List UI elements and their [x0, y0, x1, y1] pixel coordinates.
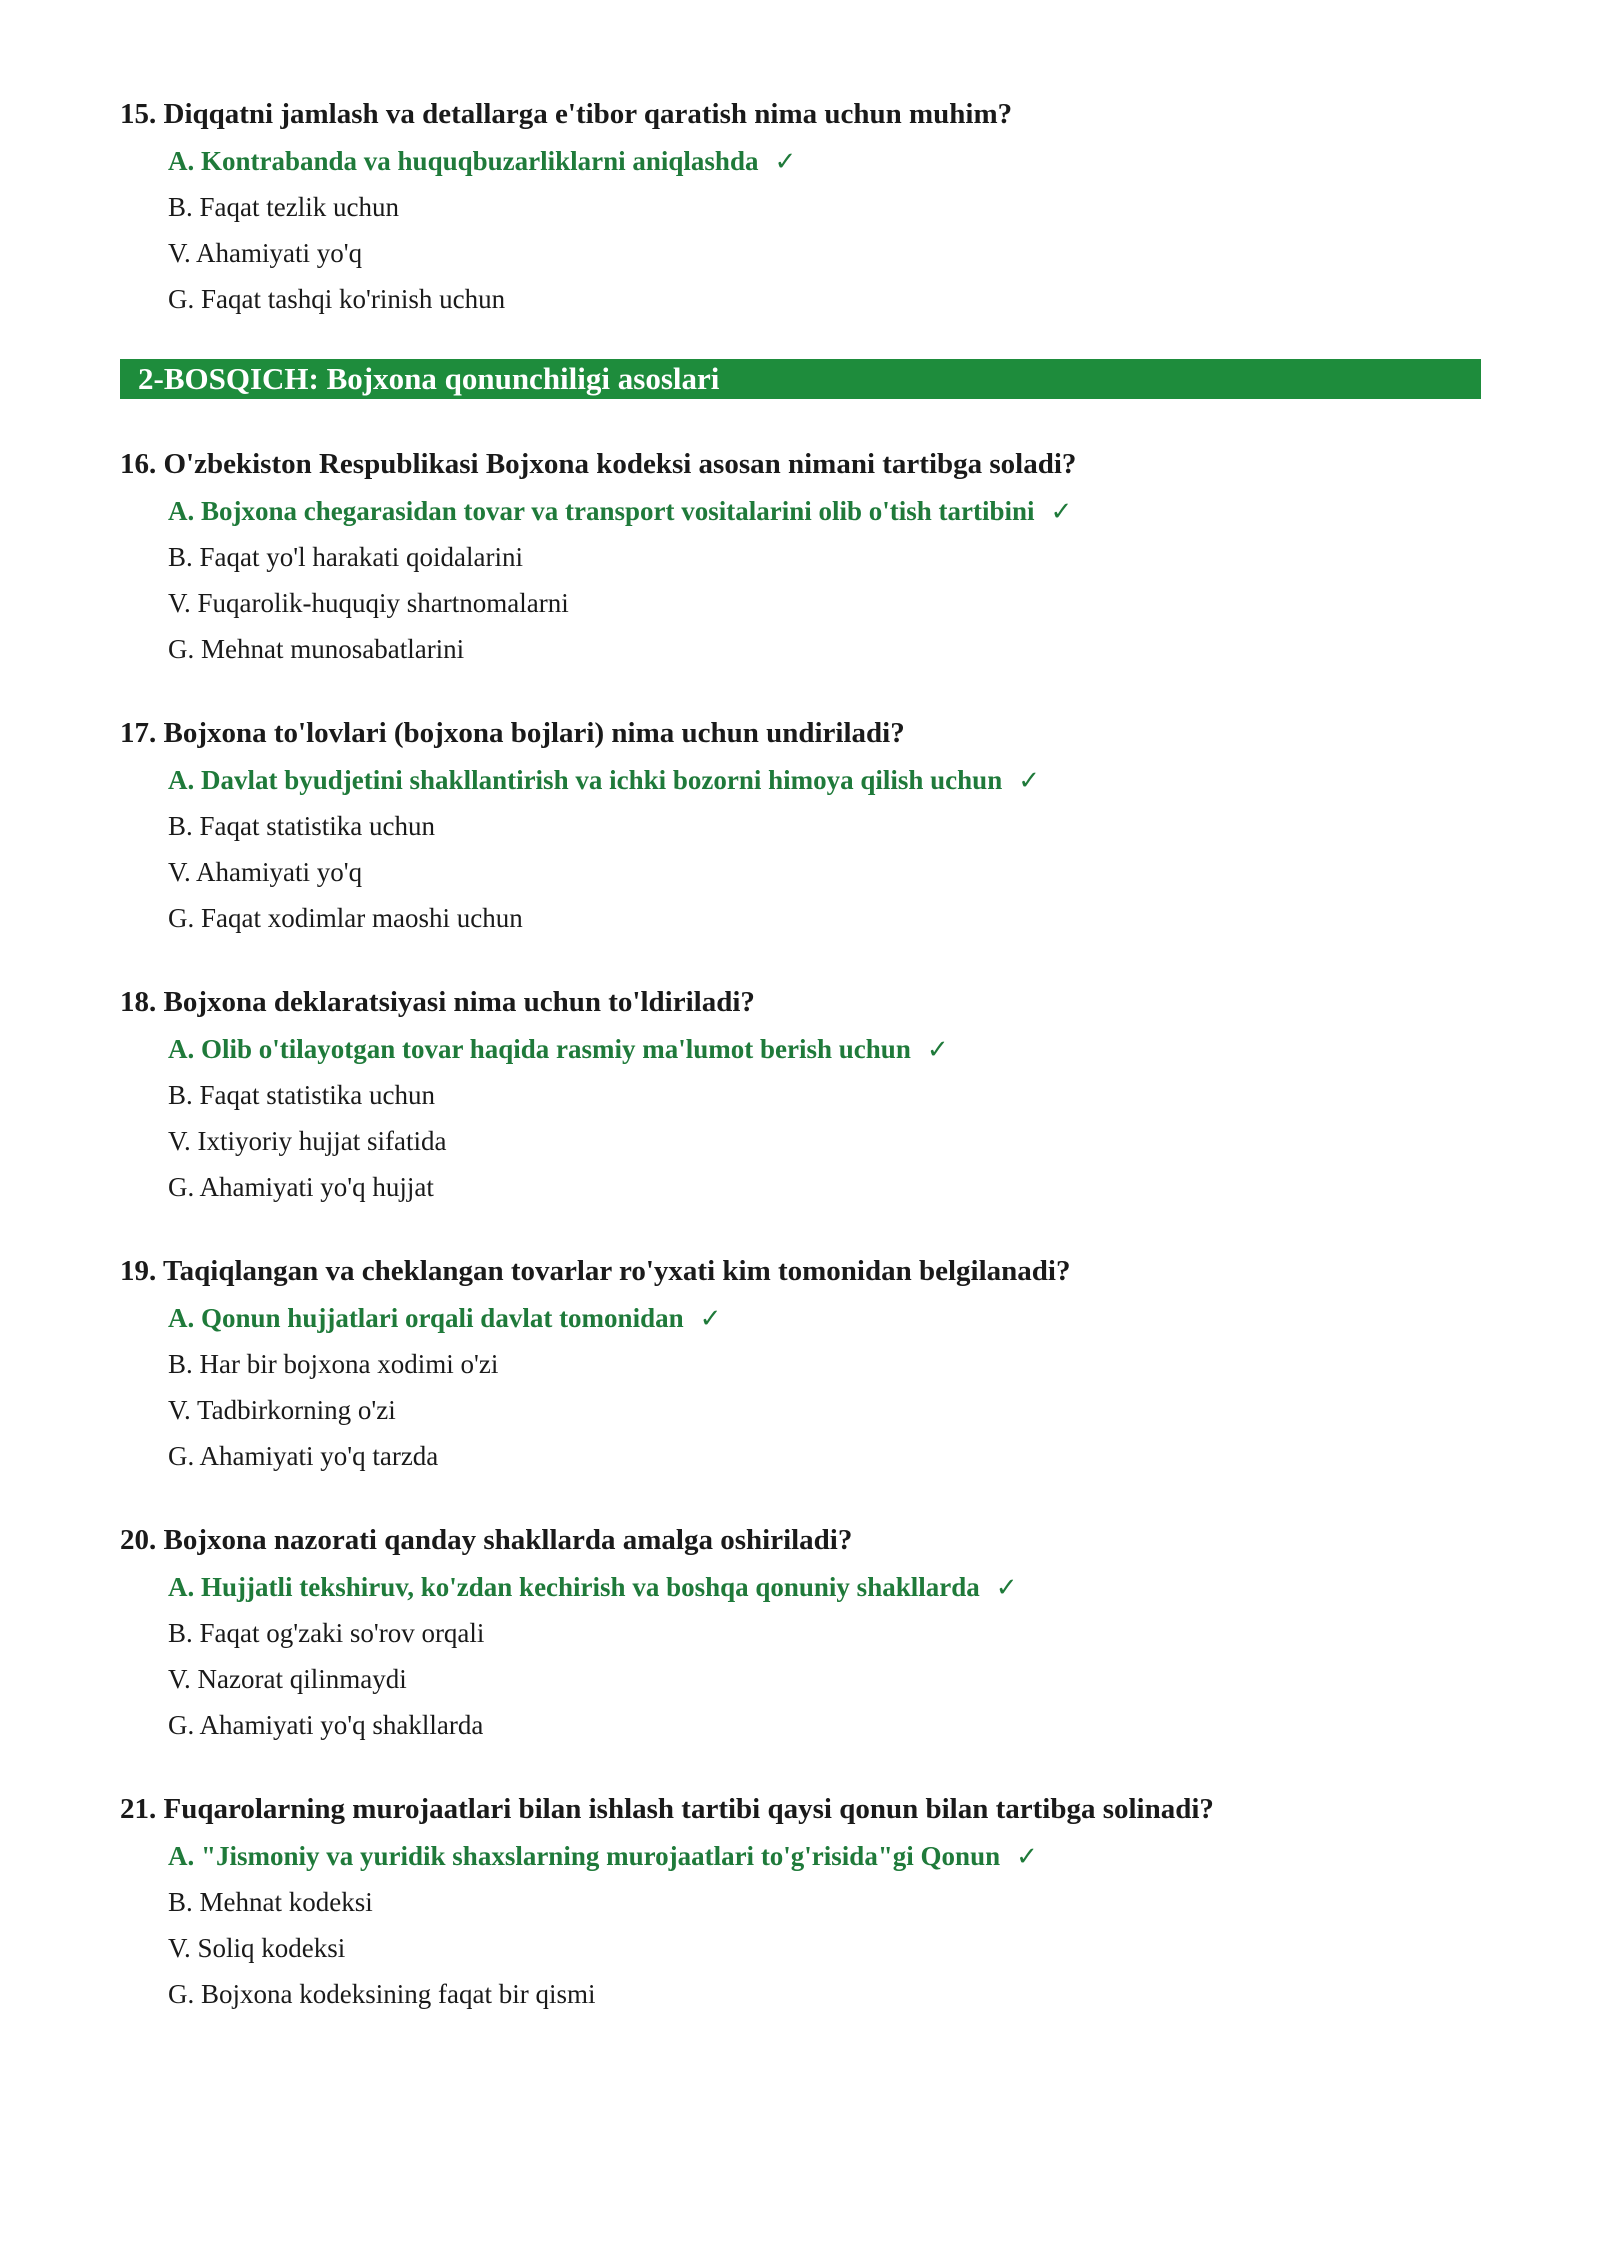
option-text: A. Davlat byudjetini shakllantirish va ichki bozorni himoya qilish uchun: [168, 765, 1003, 795]
question-block-16: [120, 444, 1480, 677]
option-a-correct: [120, 493, 1480, 539]
option-text: A. "Jismoniy va yuridik shaxslarning murojaatlari to'g'risida"gi Qonun: [168, 1841, 1001, 1871]
checkmark-icon: ✓: [774, 147, 797, 177]
option-a-correct: [120, 1838, 1480, 1884]
option-a-correct: [120, 1300, 1480, 1346]
option-a-correct: [120, 143, 1480, 189]
question-block-17: [120, 713, 1480, 946]
option-a-correct: [120, 762, 1480, 808]
option-b: B. Faqat statistika uchun: [168, 1080, 435, 1110]
option-text: A. Olib o'tilayotgan tovar haqida rasmiy ma'lumot berish uchun: [168, 1034, 911, 1064]
option-b: B. Faqat tezlik uchun: [168, 192, 399, 222]
question-text: 21. Fuqarolarning murojaatlari bilan ishlash tartibi qaysi qonun bilan tartibga solinadi?: [120, 1793, 1214, 1825]
question-block-20: [120, 1520, 1480, 1753]
question-text: 20. Bojxona nazorati qanday shakllarda amalga oshiriladi?: [120, 1524, 853, 1556]
option-v: V. Tadbirkorning o'zi: [168, 1395, 396, 1425]
checkmark-icon: ✓: [995, 1573, 1018, 1603]
option-g: G. Faqat tashqi ko'rinish uchun: [168, 284, 506, 314]
question-text: 17. Bojxona to'lovlari (bojxona bojlari) nima uchun undiriladi?: [120, 717, 905, 749]
question-text: 16. O'zbekiston Respublikasi Bojxona kodeksi asosan nimani tartibga soladi?: [120, 448, 1077, 480]
question-text: 18. Bojxona deklaratsiyasi nima uchun to'ldiriladi?: [120, 986, 755, 1018]
option-g: G. Faqat xodimlar maoshi uchun: [168, 903, 523, 933]
option-text: A. Qonun hujjatlari orqali davlat tomonidan: [168, 1303, 684, 1333]
option-text: A. Kontrabanda va huquqbuzarliklarni aniqlashda: [168, 146, 759, 176]
section-header: [120, 359, 1481, 399]
option-v: V. Ixtiyoriy hujjat sifatida: [168, 1126, 447, 1156]
option-text: A. Bojxona chegarasidan tovar va transport vositalarini olib o'tish tartibini: [168, 496, 1035, 526]
checkmark-icon: ✓: [1050, 497, 1073, 527]
section-title: 2-BOSQICH: Bojxona qonunchiligi asoslari: [138, 361, 720, 396]
checkmark-icon: ✓: [926, 1035, 949, 1065]
question-block-21: [120, 1789, 1480, 2022]
question-text: 19. Taqiqlangan va cheklangan tovarlar ro'yxati kim tomonidan belgilanadi?: [120, 1255, 1071, 1287]
question-text: 15. Diqqatni jamlash va detallarga e'tibor qaratish nima uchun muhim?: [120, 98, 1013, 130]
option-b: B. Faqat yo'l harakati qoidalarini: [168, 542, 524, 572]
checkmark-icon: ✓: [699, 1304, 722, 1334]
option-v: V. Nazorat qilinmaydi: [168, 1664, 407, 1694]
option-b: B. Har bir bojxona xodimi o'zi: [168, 1349, 499, 1379]
question-block-15: [120, 94, 1480, 327]
option-v: V. Fuqarolik-huquqiy shartnomalarni: [168, 588, 569, 618]
option-v: V. Ahamiyati yo'q: [168, 857, 363, 887]
option-b: B. Mehnat kodeksi: [168, 1887, 373, 1917]
option-g: G. Ahamiyati yo'q shakllarda: [168, 1710, 484, 1740]
option-text: A. Hujjatli tekshiruv, ko'zdan kechirish va boshqa qonuniy shakllarda: [168, 1572, 980, 1602]
checkmark-icon: ✓: [1016, 1842, 1038, 1872]
option-g: G. Ahamiyati yo'q tarzda: [168, 1441, 439, 1471]
question-block-18: [120, 982, 1480, 1215]
option-a-correct: [120, 1031, 1480, 1077]
option-a-correct: [120, 1569, 1480, 1615]
option-v: V. Soliq kodeksi: [168, 1933, 346, 1963]
option-g: G. Mehnat munosabatlarini: [168, 634, 465, 664]
option-g: G. Ahamiyati yo'q hujjat: [168, 1172, 434, 1202]
option-g: G. Bojxona kodeksining faqat bir qismi: [168, 1979, 596, 2009]
option-b: B. Faqat statistika uchun: [168, 811, 435, 841]
question-block-19: [120, 1251, 1480, 1484]
option-v: V. Ahamiyati yo'q: [168, 238, 363, 268]
checkmark-icon: ✓: [1018, 766, 1041, 796]
option-b: B. Faqat og'zaki so'rov orqali: [168, 1618, 485, 1648]
